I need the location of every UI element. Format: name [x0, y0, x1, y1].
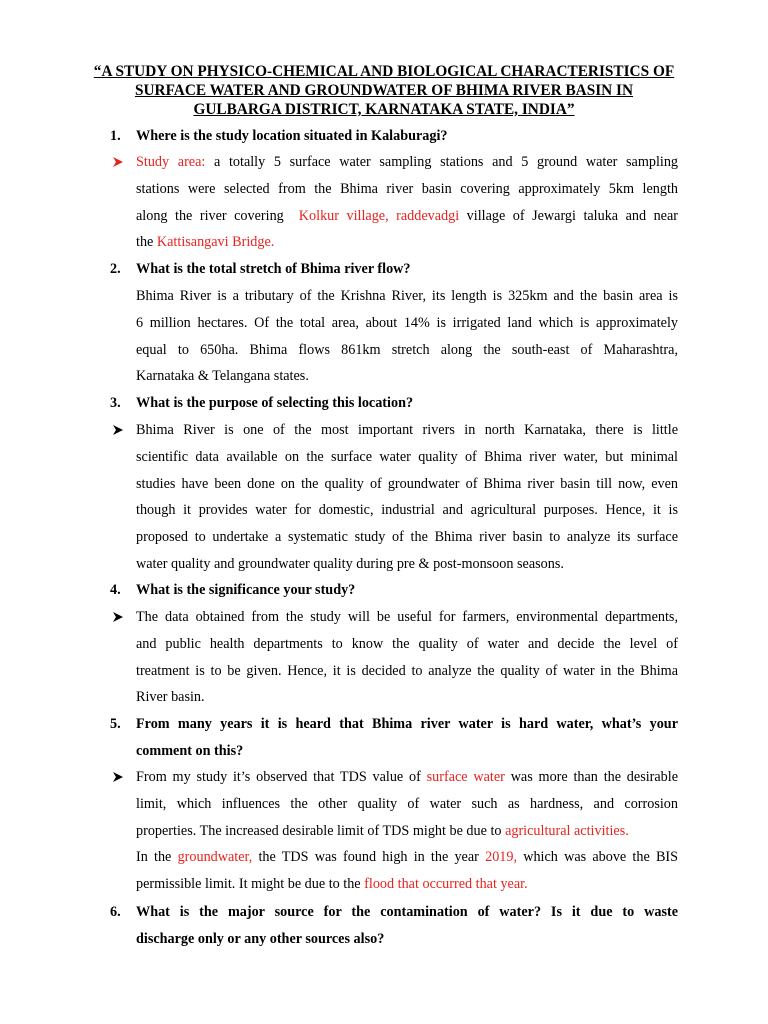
arrowhead-bullet-icon: [112, 764, 126, 791]
answer-3: [136, 417, 678, 578]
question-1: [110, 123, 678, 150]
arrowhead-bullet-icon: [112, 417, 126, 444]
answer-line: stations were selected from the Bhima river basin covering approximately 5km length: [136, 180, 678, 197]
question-number: 6.: [110, 904, 121, 920]
title-line-2: SURFACE WATER AND GROUNDWATER OF BHIMA RIVER BASIN IN: [134, 82, 634, 99]
answer-line: treatment is to be given. Hence, it is decided to analyze the quality of water in the Bhima: [136, 662, 678, 679]
question-text: discharge only or any other sources also?: [136, 930, 385, 947]
question-text: What is the purpose of selecting this location?: [136, 395, 414, 411]
answer-line: equal to 650ha. Bhima flows 861km stretch along the south-east of Maharashtra,: [136, 341, 678, 358]
question-6: [110, 899, 678, 952]
arrowhead-bullet-icon: [112, 149, 126, 176]
answer-line: The data obtained from the study will be useful for farmers, environmental departments,: [136, 609, 678, 625]
question-number: 2.: [110, 261, 121, 277]
question-text: comment on this?: [136, 742, 244, 759]
question-text: Where is the study location situated in Kalaburagi?: [136, 128, 448, 144]
answer-line: Bhima River is a tributary of the Krishna River, its length is 325km and the basin area is: [136, 288, 678, 304]
answer-2: [136, 283, 678, 390]
answer-line: though it provides water for domestic, industrial and agricultural purposes. Hence, it is: [136, 502, 678, 519]
question-text: What is the total stretch of Bhima river flow?: [136, 261, 411, 277]
question-5: [110, 711, 678, 764]
answer-line: permissible limit. It might be due to the flood that occurred that year.: [136, 876, 528, 893]
question-number: 1.: [110, 128, 121, 144]
answer-line: From my study it’s observed that TDS value of surface water was more than the desirable: [136, 769, 678, 785]
answer-line: 6 million hectares. Of the total area, about 14% is irrigated land which is approximately: [136, 314, 678, 331]
answer-line: Karnataka & Telangana states.: [136, 368, 309, 385]
answer-line: Bhima River is one of the most important rivers in north Karnataka, there is little: [136, 422, 678, 438]
answer-line: the Kattisangavi Bridge.: [136, 234, 275, 251]
answer-1: [136, 149, 678, 256]
answer-line: scientific data available on the surface water quality of Bhima river water, but minimal: [136, 448, 678, 465]
question-2: [110, 256, 678, 283]
answer-line: and public health departments to know the quality of water and decide the level of: [136, 635, 678, 652]
question-number: 3.: [110, 395, 121, 411]
question-4: [110, 577, 678, 604]
title-line-3: GULBARGA DISTRICT, KARNATAKA STATE, INDIA”: [193, 101, 575, 118]
document-title: [92, 62, 676, 119]
answer-line: Study area: a totally 5 surface water sampling stations and 5 ground water sampling: [136, 154, 678, 170]
answer-line: proposed to undertake a systematic study of the Bhima river basin to analyze its surface: [136, 529, 678, 546]
answer-4: [136, 604, 678, 711]
answer-line: In the groundwater, the TDS was found high in the year 2019, which was above the BIS: [136, 849, 678, 866]
answer-line: River basin.: [136, 689, 205, 706]
title-line-1: “A STUDY ON PHYSICO-CHEMICAL AND BIOLOGICAL CHARACTERISTICS OF: [93, 63, 675, 80]
question-3: [110, 390, 678, 417]
answer-line: water quality and groundwater quality during pre & post-monsoon seasons.: [136, 555, 564, 572]
question-text: What is the major source for the contamination of water? Is it due to waste: [136, 904, 678, 920]
answer-line: properties. The increased desirable limit of TDS might be due to agricultural activities.: [136, 822, 629, 839]
answer-line: limit, which influences the other quality of water such as hardness, and corrosion: [136, 795, 678, 812]
answer-5: [136, 764, 678, 898]
question-text: From many years it is heard that Bhima river water is hard water, what’s your: [136, 716, 678, 732]
answer-line: studies have been done on the quality of groundwater of Bhima river basin till now, even: [136, 475, 678, 492]
answer-line: along the river covering Kolkur village, raddevadgi village of Jewargi taluka and near: [136, 207, 678, 224]
question-text: What is the significance your study?: [136, 582, 356, 598]
question-number: 4.: [110, 582, 121, 598]
arrowhead-bullet-icon: [112, 604, 126, 631]
question-number: 5.: [110, 716, 121, 732]
